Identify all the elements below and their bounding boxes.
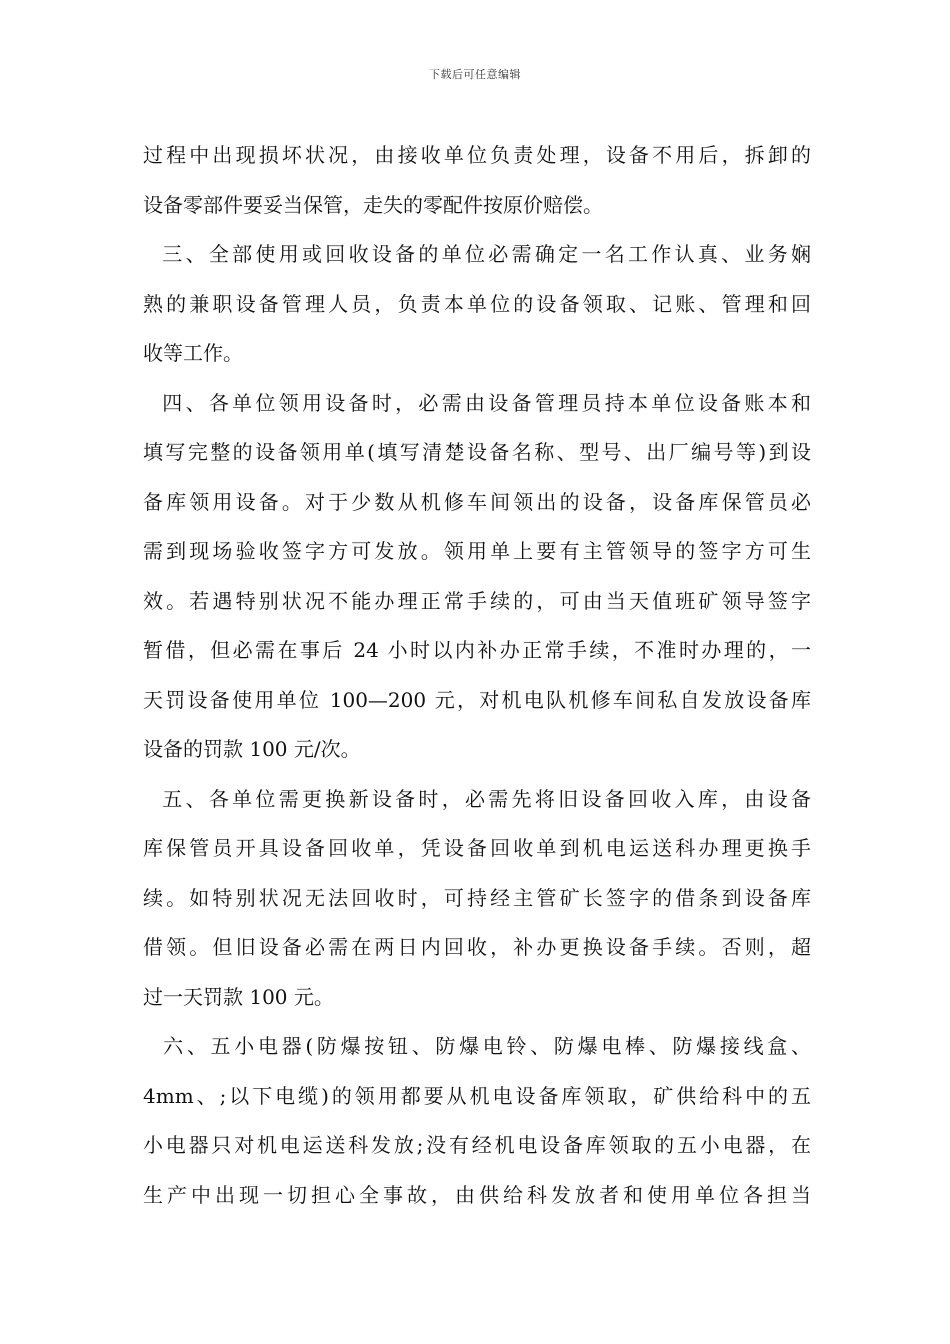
paragraph-item-4 (143, 379, 811, 775)
paragraph-item-5 (143, 775, 811, 1023)
text-line: 设备零部件要妥当保管，走失的零配件按原价赔偿。 (143, 192, 603, 217)
text-line: 备库领用设备。对于少数从机修车间领出的设备，设备库保管员必 (143, 489, 811, 514)
paragraph-item-3 (143, 230, 811, 379)
paragraph-item-6 (143, 1022, 811, 1220)
document-body (143, 131, 811, 1220)
text-line: 需到现场验收签字方可发放。领用单上要有主管领导的签字方可生 (143, 539, 811, 563)
text-line: 三、全部使用或回收设备的单位必需确定一名工作认真、业务娴 (143, 242, 811, 266)
text-line: 收等工作。 (143, 341, 243, 365)
text-line: 过程中出现损坏状况，由接收单位负责处理，设备不用后，拆卸的 (143, 143, 811, 167)
text-line: 设备的罚款 100 元/次。 (143, 737, 361, 761)
text-line: 小电器只对机电运送科发放;没有经机电设备库领取的五小电器，在 (143, 1133, 811, 1157)
text-line: 六、五小电器(防爆按钮、防爆电铃、防爆电棒、防爆接线盒、 (143, 1034, 811, 1058)
paragraph-continuation (143, 131, 811, 230)
text-line: 过一天罚款 100 元。 (143, 984, 334, 1009)
text-line: 续。如特别状况无法回收时，可持经主管矿长签字的借条到设备库 (143, 885, 811, 910)
text-line: 效。若遇特别状况不能办理正常手续的，可由当天值班矿领导签字 (143, 588, 811, 613)
text-line: 暂借，但必需在事后 24 小时以内补办正常手续，不准时办理的，一 (143, 638, 811, 662)
page-header: 下载后可任意编辑 (429, 68, 521, 81)
text-line: 生产中出现一切担心全事故，由供给科发放者和使用单位各担当 (143, 1182, 811, 1207)
text-line: 五、各单位需更换新设备时，必需先将旧设备回收入库，由设备 (143, 786, 811, 811)
text-line: 天罚设备使用单位 100—200 元，对机电队机修车间私自发放设备库 (143, 687, 811, 712)
text-line: 4mm、;以下电缆)的领用都要从机电设备库领取，矿供给科中的五 (143, 1083, 811, 1108)
text-line: 填写完整的设备领用单(填写清楚设备名称、型号、出厂编号等)到设 (143, 440, 811, 464)
text-line: 熟的兼职设备管理人员，负责本单位的设备领取、记账、管理和回 (143, 291, 811, 316)
text-line: 借领。但旧设备必需在两日内回收，补办更换设备手续。否则，超 (143, 935, 811, 959)
text-line: 四、各单位领用设备时，必需由设备管理员持本单位设备账本和 (143, 390, 811, 415)
text-line: 库保管员开具设备回收单，凭设备回收单到机电运送科办理更换手 (143, 836, 811, 860)
